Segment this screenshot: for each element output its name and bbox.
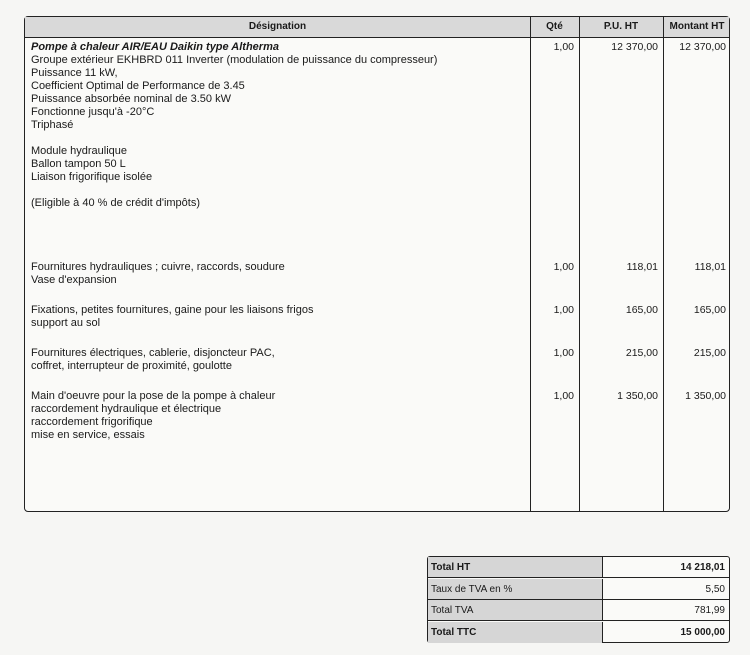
row-unit-price: 165,00: [625, 304, 658, 316]
description-line: mise en service, essais: [31, 429, 145, 441]
invoice-table: [24, 16, 730, 512]
row-description: [31, 347, 531, 373]
row-qty: 1,00: [553, 390, 574, 402]
totals-row: [428, 557, 729, 578]
description-line: raccordement hydraulique et électrique: [31, 403, 222, 415]
totals-label: Total TVA: [428, 600, 603, 620]
description-line: Puissance 11 kW,: [31, 67, 118, 79]
row-qty: 1,00: [553, 41, 574, 53]
row-qty: 1,00: [553, 347, 574, 359]
totals-label: Taux de TVA en %: [428, 579, 603, 599]
description-line: Module hydraulique: [31, 145, 128, 157]
row-qty: 1,00: [553, 304, 574, 316]
header-unit-price: P.U. HT: [603, 21, 639, 32]
row-amount: 12 370,00: [679, 41, 726, 53]
description-line: Fonctionne jusqu'à -20°C: [31, 106, 155, 118]
row-amount: 1 350,00: [685, 390, 726, 402]
totals-value: 5,50: [705, 583, 725, 595]
description-line: Coefficient Optimal de Performance de 3.45: [31, 80, 245, 92]
totals-row: [428, 579, 729, 600]
description-line: [31, 184, 531, 197]
table-header: [25, 17, 729, 38]
row-unit-price: 118,01: [626, 261, 658, 273]
totals-row: [428, 622, 729, 643]
description-line: Vase d'expansion: [31, 274, 117, 286]
row-unit-price: 12 370,00: [611, 41, 658, 53]
row-description: [31, 41, 531, 210]
description-line: coffret, interrupteur de proximité, goulotte: [31, 360, 232, 372]
description-line: Fournitures électriques, cablerie, disjoncteur PAC,: [31, 347, 275, 359]
description-line: (Eligible à 40 % de crédit d'impôts): [31, 197, 201, 209]
row-amount: 215,00: [693, 347, 726, 359]
description-line: raccordement frigorifique: [31, 416, 153, 428]
header-amount: Montant HT: [669, 21, 725, 32]
header-designation: Désignation: [248, 21, 307, 32]
row-unit-price: 1 350,00: [617, 390, 658, 402]
description-line: Groupe extérieur EKHBRD 011 Inverter (modulation de puissance du compresseur): [31, 54, 438, 66]
description-line: Fournitures hydrauliques ; cuivre, raccords, soudure: [31, 261, 285, 273]
totals-label: Total HT: [428, 557, 603, 577]
description-line: [31, 132, 531, 145]
row-description: [31, 390, 531, 442]
totals-value: 781,99: [694, 605, 725, 616]
totals-value: 15 000,00: [680, 626, 725, 638]
row-unit-price: 215,00: [625, 347, 658, 359]
totals-row: [428, 600, 729, 621]
totals-label: Total TTC: [428, 622, 603, 643]
description-line: Main d'oeuvre pour la pose de la pompe à chaleur: [31, 390, 276, 402]
description-line: Fixations, petites fournitures, gaine pour les liaisons frigos: [31, 304, 314, 316]
totals-value: 14 218,01: [680, 562, 725, 573]
row-amount: 118,01: [694, 261, 726, 273]
description-line: Liaison frigorifique isolée: [31, 171, 153, 183]
description-line: Puissance absorbée nominal de 3.50 kW: [31, 93, 231, 105]
row-description: [31, 261, 531, 287]
description-line: support au sol: [31, 317, 101, 329]
description-line: Triphasé: [31, 119, 74, 131]
row-amount: 165,00: [693, 304, 726, 316]
description-line: Pompe à chaleur AIR/EAU Daikin type Altherma: [31, 41, 279, 53]
totals-box: [427, 556, 730, 643]
description-line: Ballon tampon 50 L: [31, 158, 126, 170]
row-description: [31, 304, 531, 330]
header-qty: Qté: [546, 21, 563, 32]
row-qty: 1,00: [553, 261, 574, 273]
